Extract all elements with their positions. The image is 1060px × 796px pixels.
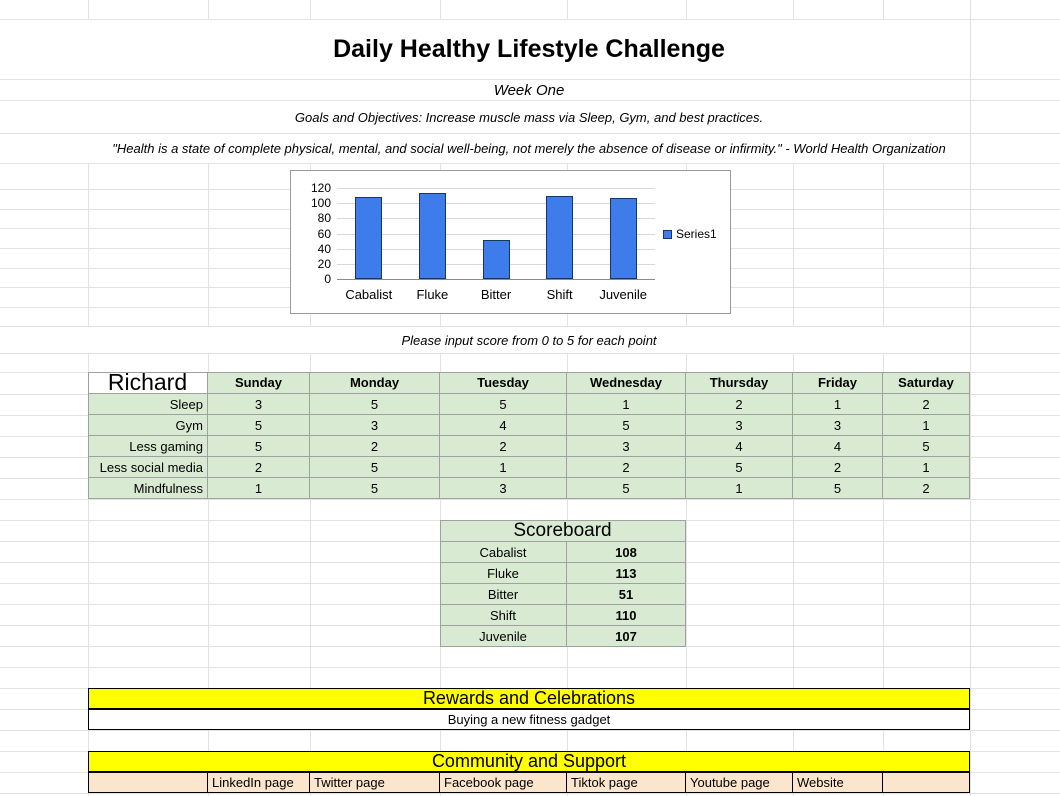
chart-ygridline [337,218,655,219]
tracker-score-cell[interactable]: 2 [686,394,793,415]
community-link-cell[interactable] [883,772,970,793]
chart-ytick-label: 100 [310,196,331,211]
scoreboard-name-cell[interactable]: Cabalist [440,542,567,563]
tracker-row-label[interactable]: Less gaming [88,436,208,457]
scoreboard-score-cell[interactable]: 110 [567,605,686,626]
tracker-score-cell[interactable]: 1 [440,457,567,478]
community-links-row [88,772,970,793]
tracker-score-cell[interactable]: 4 [793,436,883,457]
tracker-name-cell[interactable]: Richard [88,372,208,394]
tracker-score-cell[interactable]: 5 [208,415,310,436]
tracker-row-label[interactable]: Sleep [88,394,208,415]
tracker-score-cell[interactable]: 1 [793,394,883,415]
tracker-row-label[interactable]: Mindfulness [88,478,208,499]
chart-category-label: Bitter [480,287,512,302]
tracker-score-cell[interactable]: 4 [440,415,567,436]
tracker-row-label[interactable]: Gym [88,415,208,436]
community-link-cell[interactable]: LinkedIn page [208,772,310,793]
chart-bar [419,193,446,279]
gridline-horizontal [0,163,1060,164]
community-link-cell[interactable]: Twitter page [310,772,440,793]
chart-category-label: Cabalist [345,287,393,302]
chart-ytick-label: 120 [310,181,331,195]
scoreboard-name-cell[interactable]: Shift [440,605,567,626]
tracker-score-cell[interactable]: 3 [567,436,686,457]
gridline-horizontal [0,730,1060,731]
tracker-day-header[interactable]: Tuesday [440,372,567,394]
quote-text[interactable]: "Health is a state of complete physical, mental, and social well-being, not merely the absence of disease or infirmity." - World Health Organization [88,134,970,163]
scoreboard-score-cell[interactable]: 108 [567,542,686,563]
chart-legend [663,227,717,241]
chart-ygridline [337,188,655,189]
week-subtitle[interactable]: Week One [88,80,970,100]
community-link-cell[interactable]: Website [793,772,883,793]
tracker-score-cell[interactable]: 3 [310,415,440,436]
tracker-score-cell[interactable]: 1 [883,415,970,436]
scoreboard-title[interactable]: Scoreboard [440,520,686,542]
gridline-horizontal [0,499,1060,500]
tracker-score-cell[interactable]: 2 [567,457,686,478]
legend-label: Series1 [676,227,717,241]
chart-ygridline [337,203,655,204]
gridline-horizontal [0,793,1060,794]
tracker-score-cell[interactable]: 5 [686,457,793,478]
tracker-row-label[interactable]: Less social media [88,457,208,478]
gridline-horizontal [0,353,1060,354]
tracker-day-header[interactable]: Friday [793,372,883,394]
scoreboard-name-cell[interactable]: Juvenile [440,626,567,647]
chart-category-label: Juvenile [599,287,648,302]
chart-bar [483,240,510,279]
tracker-day-header[interactable]: Sunday [208,372,310,394]
tracker-score-cell[interactable]: 5 [310,478,440,499]
chart-bar [610,198,637,279]
tracker-score-cell[interactable]: 2 [440,436,567,457]
scoreboard-score-cell[interactable]: 113 [567,563,686,584]
chart-category-label: Fluke [416,287,449,302]
legend-swatch-icon [663,230,672,239]
chart-ygridline [337,279,655,280]
tracker-day-header[interactable]: Thursday [686,372,793,394]
tracker-score-cell[interactable]: 1 [567,394,686,415]
score-bar-chart[interactable] [290,170,731,314]
tracker-score-cell[interactable]: 5 [310,394,440,415]
chart-bar [546,196,573,279]
community-link-cell[interactable]: Facebook page [440,772,567,793]
community-link-cell[interactable] [88,772,208,793]
tracker-score-cell[interactable]: 4 [686,436,793,457]
tracker-score-cell[interactable]: 3 [208,394,310,415]
community-link-cell[interactable]: Tiktok page [567,772,686,793]
scoreboard-table [440,520,686,647]
community-banner[interactable]: Community and Support [88,751,970,772]
chart-category-label: Shift [546,287,573,302]
instruction-text[interactable]: Please input score from 0 to 5 for each point [88,327,970,353]
chart-ytick-label: 60 [317,226,331,241]
tracker-score-cell[interactable]: 2 [883,394,970,415]
tracker-score-cell[interactable]: 3 [686,415,793,436]
reward-item-cell[interactable]: Buying a new fitness gadget [88,709,970,730]
scoreboard-score-cell[interactable]: 51 [567,584,686,605]
tracker-score-cell[interactable]: 5 [883,436,970,457]
tracker-score-cell[interactable]: 2 [793,457,883,478]
chart-ytick-label: 80 [317,211,331,226]
scoreboard-name-cell[interactable]: Fluke [440,563,567,584]
page-title[interactable]: Daily Healthy Lifestyle Challenge [88,20,970,79]
habit-tracker-table [88,372,970,499]
tracker-score-cell[interactable]: 1 [208,478,310,499]
tracker-score-cell[interactable]: 2 [208,457,310,478]
scoreboard-score-cell[interactable]: 107 [567,626,686,647]
tracker-score-cell[interactable]: 2 [310,436,440,457]
scoreboard-name-cell[interactable]: Bitter [440,584,567,605]
tracker-score-cell[interactable]: 5 [793,478,883,499]
community-link-cell[interactable]: Youtube page [686,772,793,793]
tracker-score-cell[interactable]: 3 [440,478,567,499]
tracker-day-header[interactable]: Wednesday [567,372,686,394]
tracker-day-header[interactable]: Monday [310,372,440,394]
tracker-score-cell[interactable]: 5 [567,478,686,499]
tracker-score-cell[interactable]: 5 [310,457,440,478]
chart-ytick-label: 40 [317,241,331,256]
tracker-score-cell[interactable]: 1 [883,457,970,478]
tracker-score-cell[interactable]: 5 [567,415,686,436]
goals-text[interactable]: Goals and Objectives: Increase muscle mass via Sleep, Gym, and best practices. [88,101,970,133]
tracker-score-cell[interactable]: 1 [686,478,793,499]
rewards-banner[interactable]: Rewards and Celebrations [88,688,970,709]
tracker-score-cell[interactable]: 2 [883,478,970,499]
tracker-score-cell[interactable]: 5 [208,436,310,457]
chart-ygridline [337,234,655,235]
gridline-horizontal [0,667,1060,668]
chart-ytick-label: 20 [317,256,331,271]
chart-ytick-label: 0 [324,272,331,286]
chart-bar [355,197,382,279]
tracker-score-cell[interactable]: 5 [440,394,567,415]
gridline-vertical [970,0,971,796]
tracker-score-cell[interactable]: 3 [793,415,883,436]
tracker-day-header[interactable]: Saturday [883,372,970,394]
